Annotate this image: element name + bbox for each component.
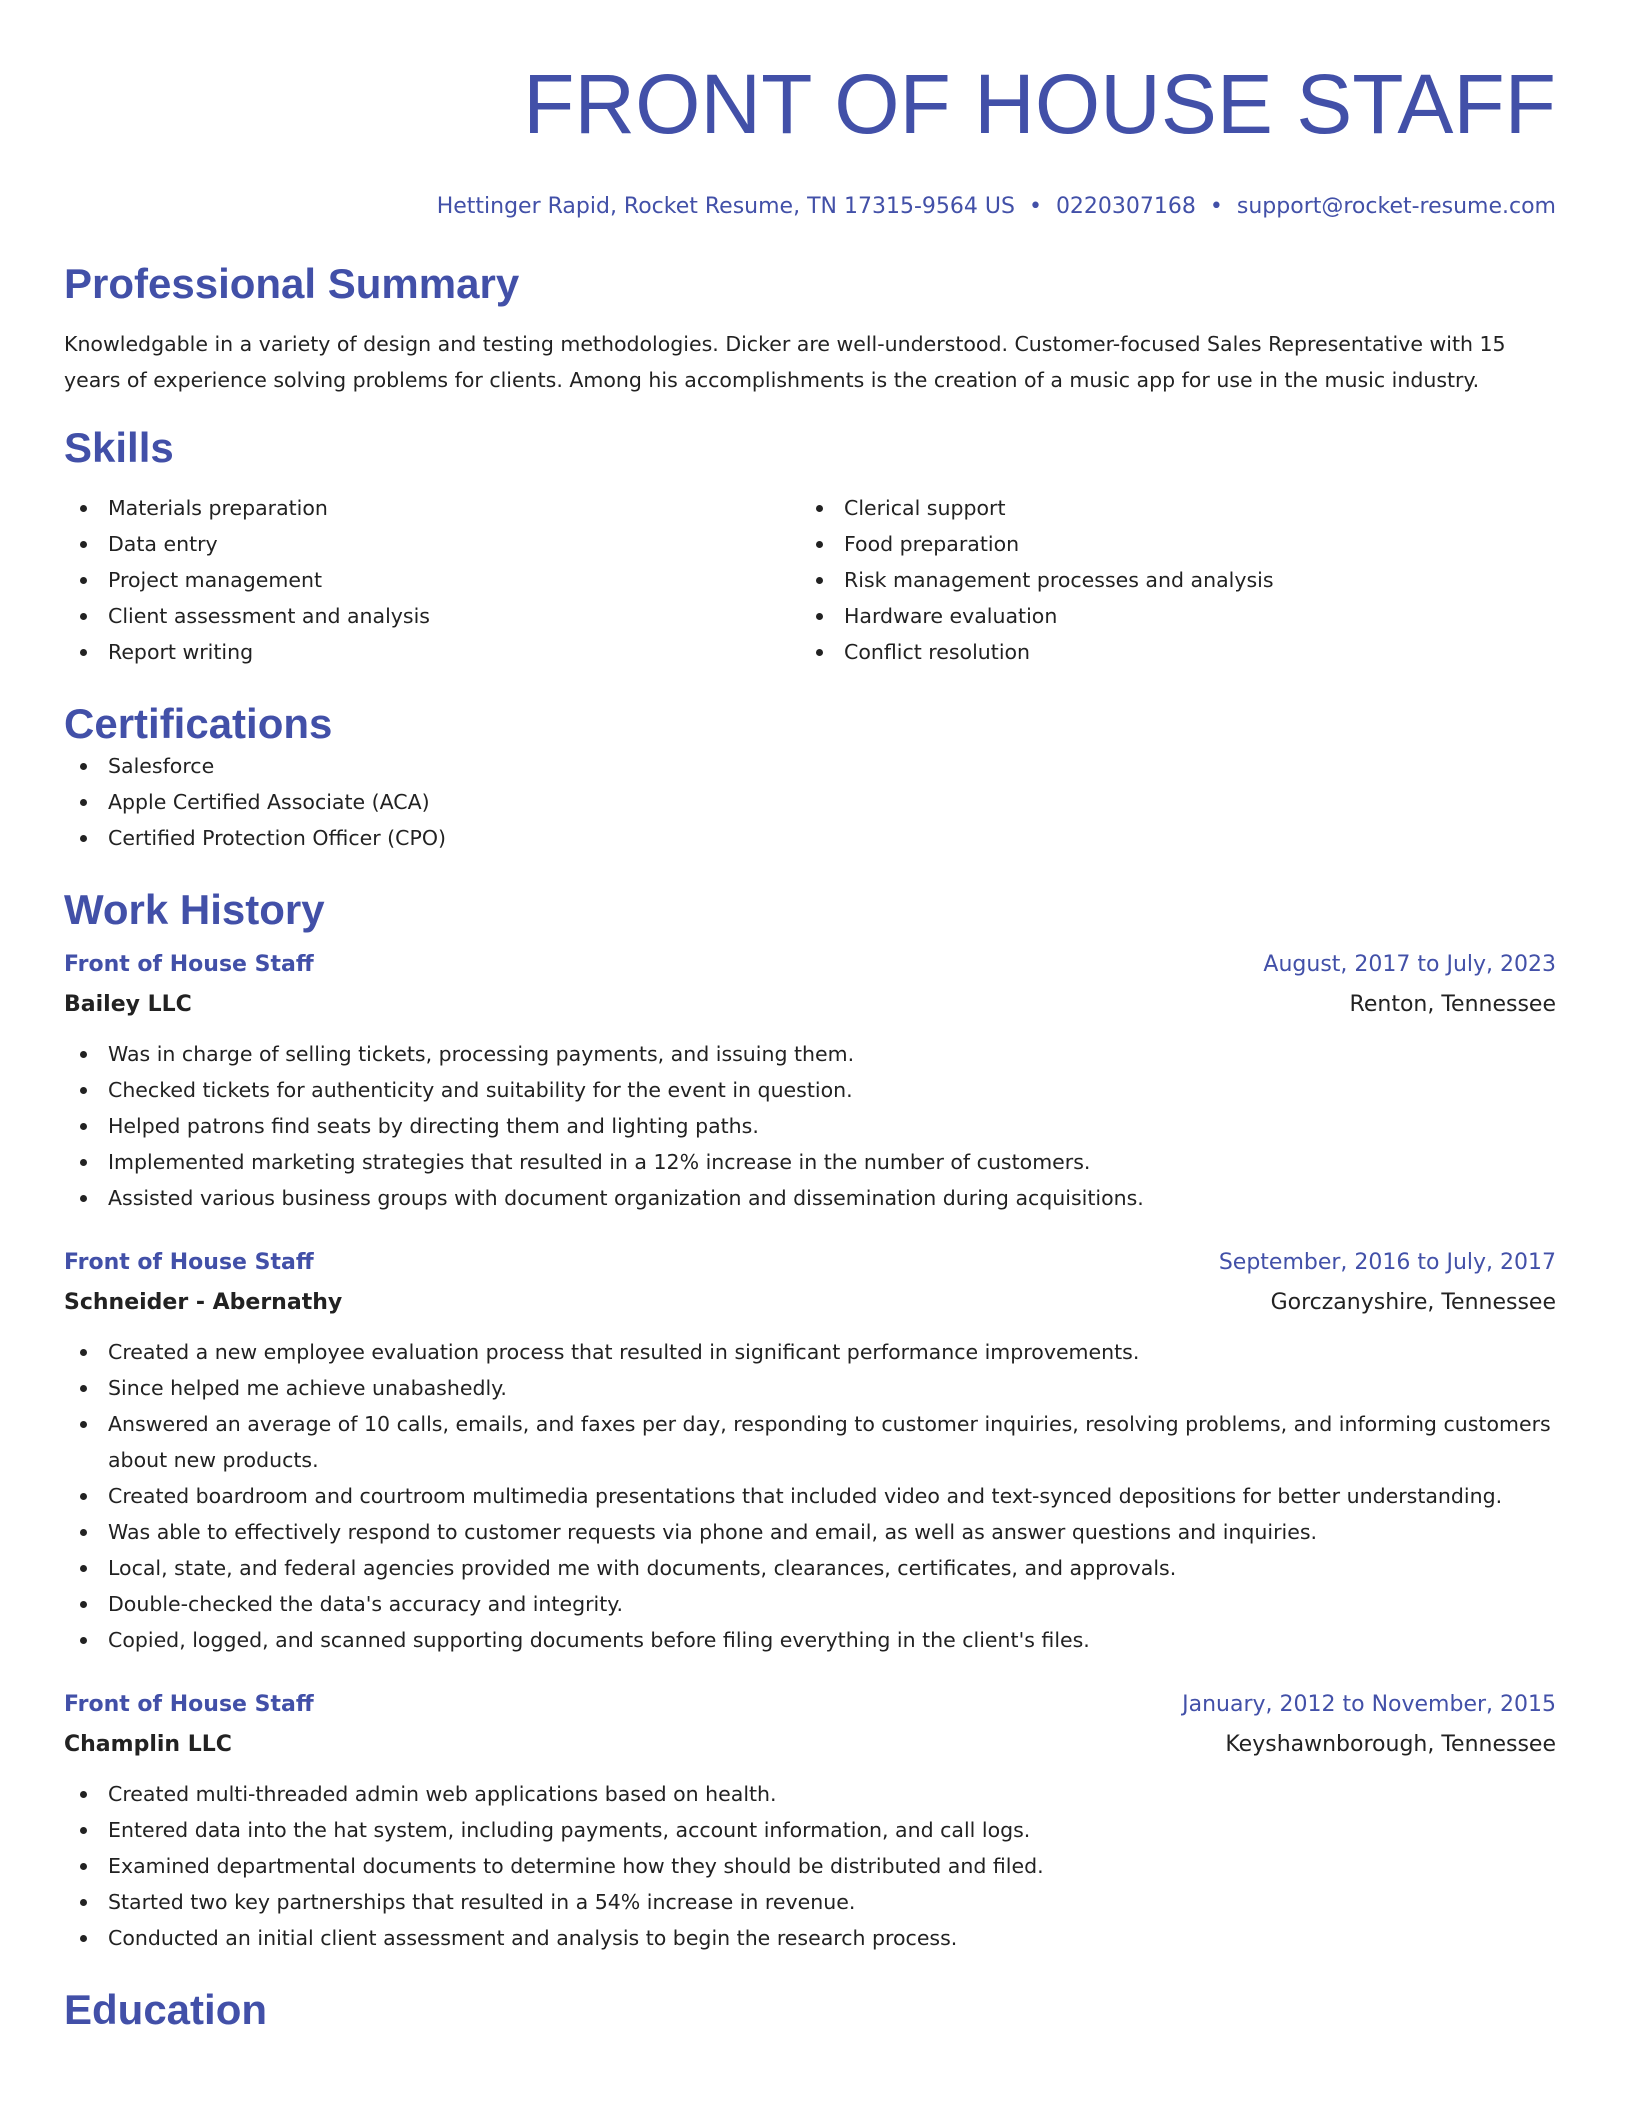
skill-item: Data entry — [64, 526, 800, 562]
duty-item: Started two key partnerships that resulted in a 54% increase in revenue. — [64, 1884, 1556, 1920]
duty-item: Created multi-threaded admin web applications based on health. — [64, 1776, 1556, 1812]
duty-item: Helped patrons find seats by directing them and lighting paths. — [64, 1108, 1556, 1144]
job-subheader — [64, 1730, 1556, 1760]
contact-separator: • — [1028, 194, 1042, 219]
duty-item: Checked tickets for authenticity and suitability for the event in question. — [64, 1072, 1556, 1108]
job-entry — [64, 1690, 1556, 1956]
summary-heading: Professional Summary — [64, 260, 520, 307]
resume-name: FRONT OF HOUSE STAFF — [523, 57, 1556, 151]
duty-item: Local, state, and federal agencies provided me with documents, clearances, certificates, and approvals. — [64, 1550, 1556, 1586]
job-company: Schneider - Abernathy — [64, 1290, 343, 1315]
duty-item: Assisted various business groups with document organization and dissemination during acquisitions. — [64, 1180, 1556, 1216]
skill-item: Hardware evaluation — [800, 598, 1536, 634]
job-entry — [64, 1248, 1556, 1658]
certifications-heading: Certifications — [64, 700, 333, 747]
job-company: Bailey LLC — [64, 992, 192, 1017]
duty-item: Conducted an initial client assessment and analysis to begin the research process. — [64, 1920, 1556, 1956]
duty-item: Was able to effectively respond to customer requests via phone and email, as well as answer questions and inquiries. — [64, 1514, 1556, 1550]
skill-item: Conflict resolution — [800, 634, 1536, 670]
skills-list — [64, 490, 1556, 670]
job-company: Champlin LLC — [64, 1732, 232, 1757]
certification-item: Apple Certified Associate (ACA) — [64, 784, 1556, 820]
skills-column-right — [800, 490, 1536, 670]
skill-item: Materials preparation — [64, 490, 800, 526]
job-header — [64, 1248, 1556, 1278]
duty-item: Copied, logged, and scanned supporting documents before filing everything in the client's files. — [64, 1622, 1556, 1658]
contact-line — [64, 192, 1556, 222]
job-title: Front of House Staff — [64, 1250, 314, 1275]
certification-item: Salesforce — [64, 748, 1556, 784]
job-title: Front of House Staff — [64, 952, 314, 977]
duty-item: Examined departmental documents to determine how they should be distributed and filed. — [64, 1848, 1556, 1884]
job-dates: January, 2012 to November, 2015 — [1182, 1692, 1556, 1717]
job-title: Front of House Staff — [64, 1692, 314, 1717]
duty-item: Double-checked the data's accuracy and integrity. — [64, 1586, 1556, 1622]
resume-page — [64, 0, 1556, 2034]
skill-item: Client assessment and analysis — [64, 598, 800, 634]
job-subheader — [64, 1288, 1556, 1318]
summary-text: Knowledgable in a variety of design and testing methodologies. Dicker are well-understood. Customer-focused Sales Representative with 15 years of experience solving problems for clients. Among his accomplishments is the creation of a music app for use in the music industry. — [64, 332, 1506, 392]
job-entry — [64, 950, 1556, 1216]
job-location: Gorczanyshire, Tennessee — [1270, 1290, 1556, 1315]
skill-item: Project management — [64, 562, 800, 598]
skill-item: Clerical support — [800, 490, 1536, 526]
contact-phone: 0220307168 — [1055, 194, 1196, 219]
duty-item: Entered data into the hat system, including payments, account information, and call logs. — [64, 1812, 1556, 1848]
contact-separator: • — [1209, 194, 1223, 219]
duty-item: Was in charge of selling tickets, processing payments, and issuing them. — [64, 1036, 1556, 1072]
certification-item: Certified Protection Officer (CPO) — [64, 820, 1556, 856]
skill-item: Food preparation — [800, 526, 1536, 562]
duty-item: Created a new employee evaluation process that resulted in significant performance improvements. — [64, 1334, 1556, 1370]
job-header — [64, 1690, 1556, 1720]
job-location: Keyshawnborough, Tennessee — [1225, 1732, 1556, 1757]
job-duties — [64, 1334, 1556, 1658]
duty-item: Answered an average of 10 calls, emails, and faxes per day, responding to customer inquiries, resolving problems, and informing customers about new products. — [64, 1406, 1556, 1478]
job-dates: August, 2017 to July, 2023 — [1263, 952, 1556, 977]
contact-email: support@rocket-resume.com — [1236, 194, 1556, 219]
duty-item: Since helped me achieve unabashedly. — [64, 1370, 1556, 1406]
contact-address: Hettinger Rapid, Rocket Resume, TN 17315-9564 US — [436, 194, 1015, 219]
duty-item: Implemented marketing strategies that resulted in a 12% increase in the number of customers. — [64, 1144, 1556, 1180]
skills-heading: Skills — [64, 424, 174, 471]
job-header — [64, 950, 1556, 980]
job-location: Renton, Tennessee — [1349, 992, 1556, 1017]
job-dates: September, 2016 to July, 2017 — [1218, 1250, 1556, 1275]
skill-item: Risk management processes and analysis — [800, 562, 1536, 598]
certifications-list — [64, 748, 1556, 856]
skills-column-left — [64, 490, 800, 670]
education-heading: Education — [64, 1986, 268, 2033]
job-duties — [64, 1036, 1556, 1216]
job-duties — [64, 1776, 1556, 1956]
duty-item: Created boardroom and courtroom multimedia presentations that included video and text-synced depositions for better understanding. — [64, 1478, 1556, 1514]
job-subheader — [64, 990, 1556, 1020]
skill-item: Report writing — [64, 634, 800, 670]
work-history-heading: Work History — [64, 886, 325, 933]
